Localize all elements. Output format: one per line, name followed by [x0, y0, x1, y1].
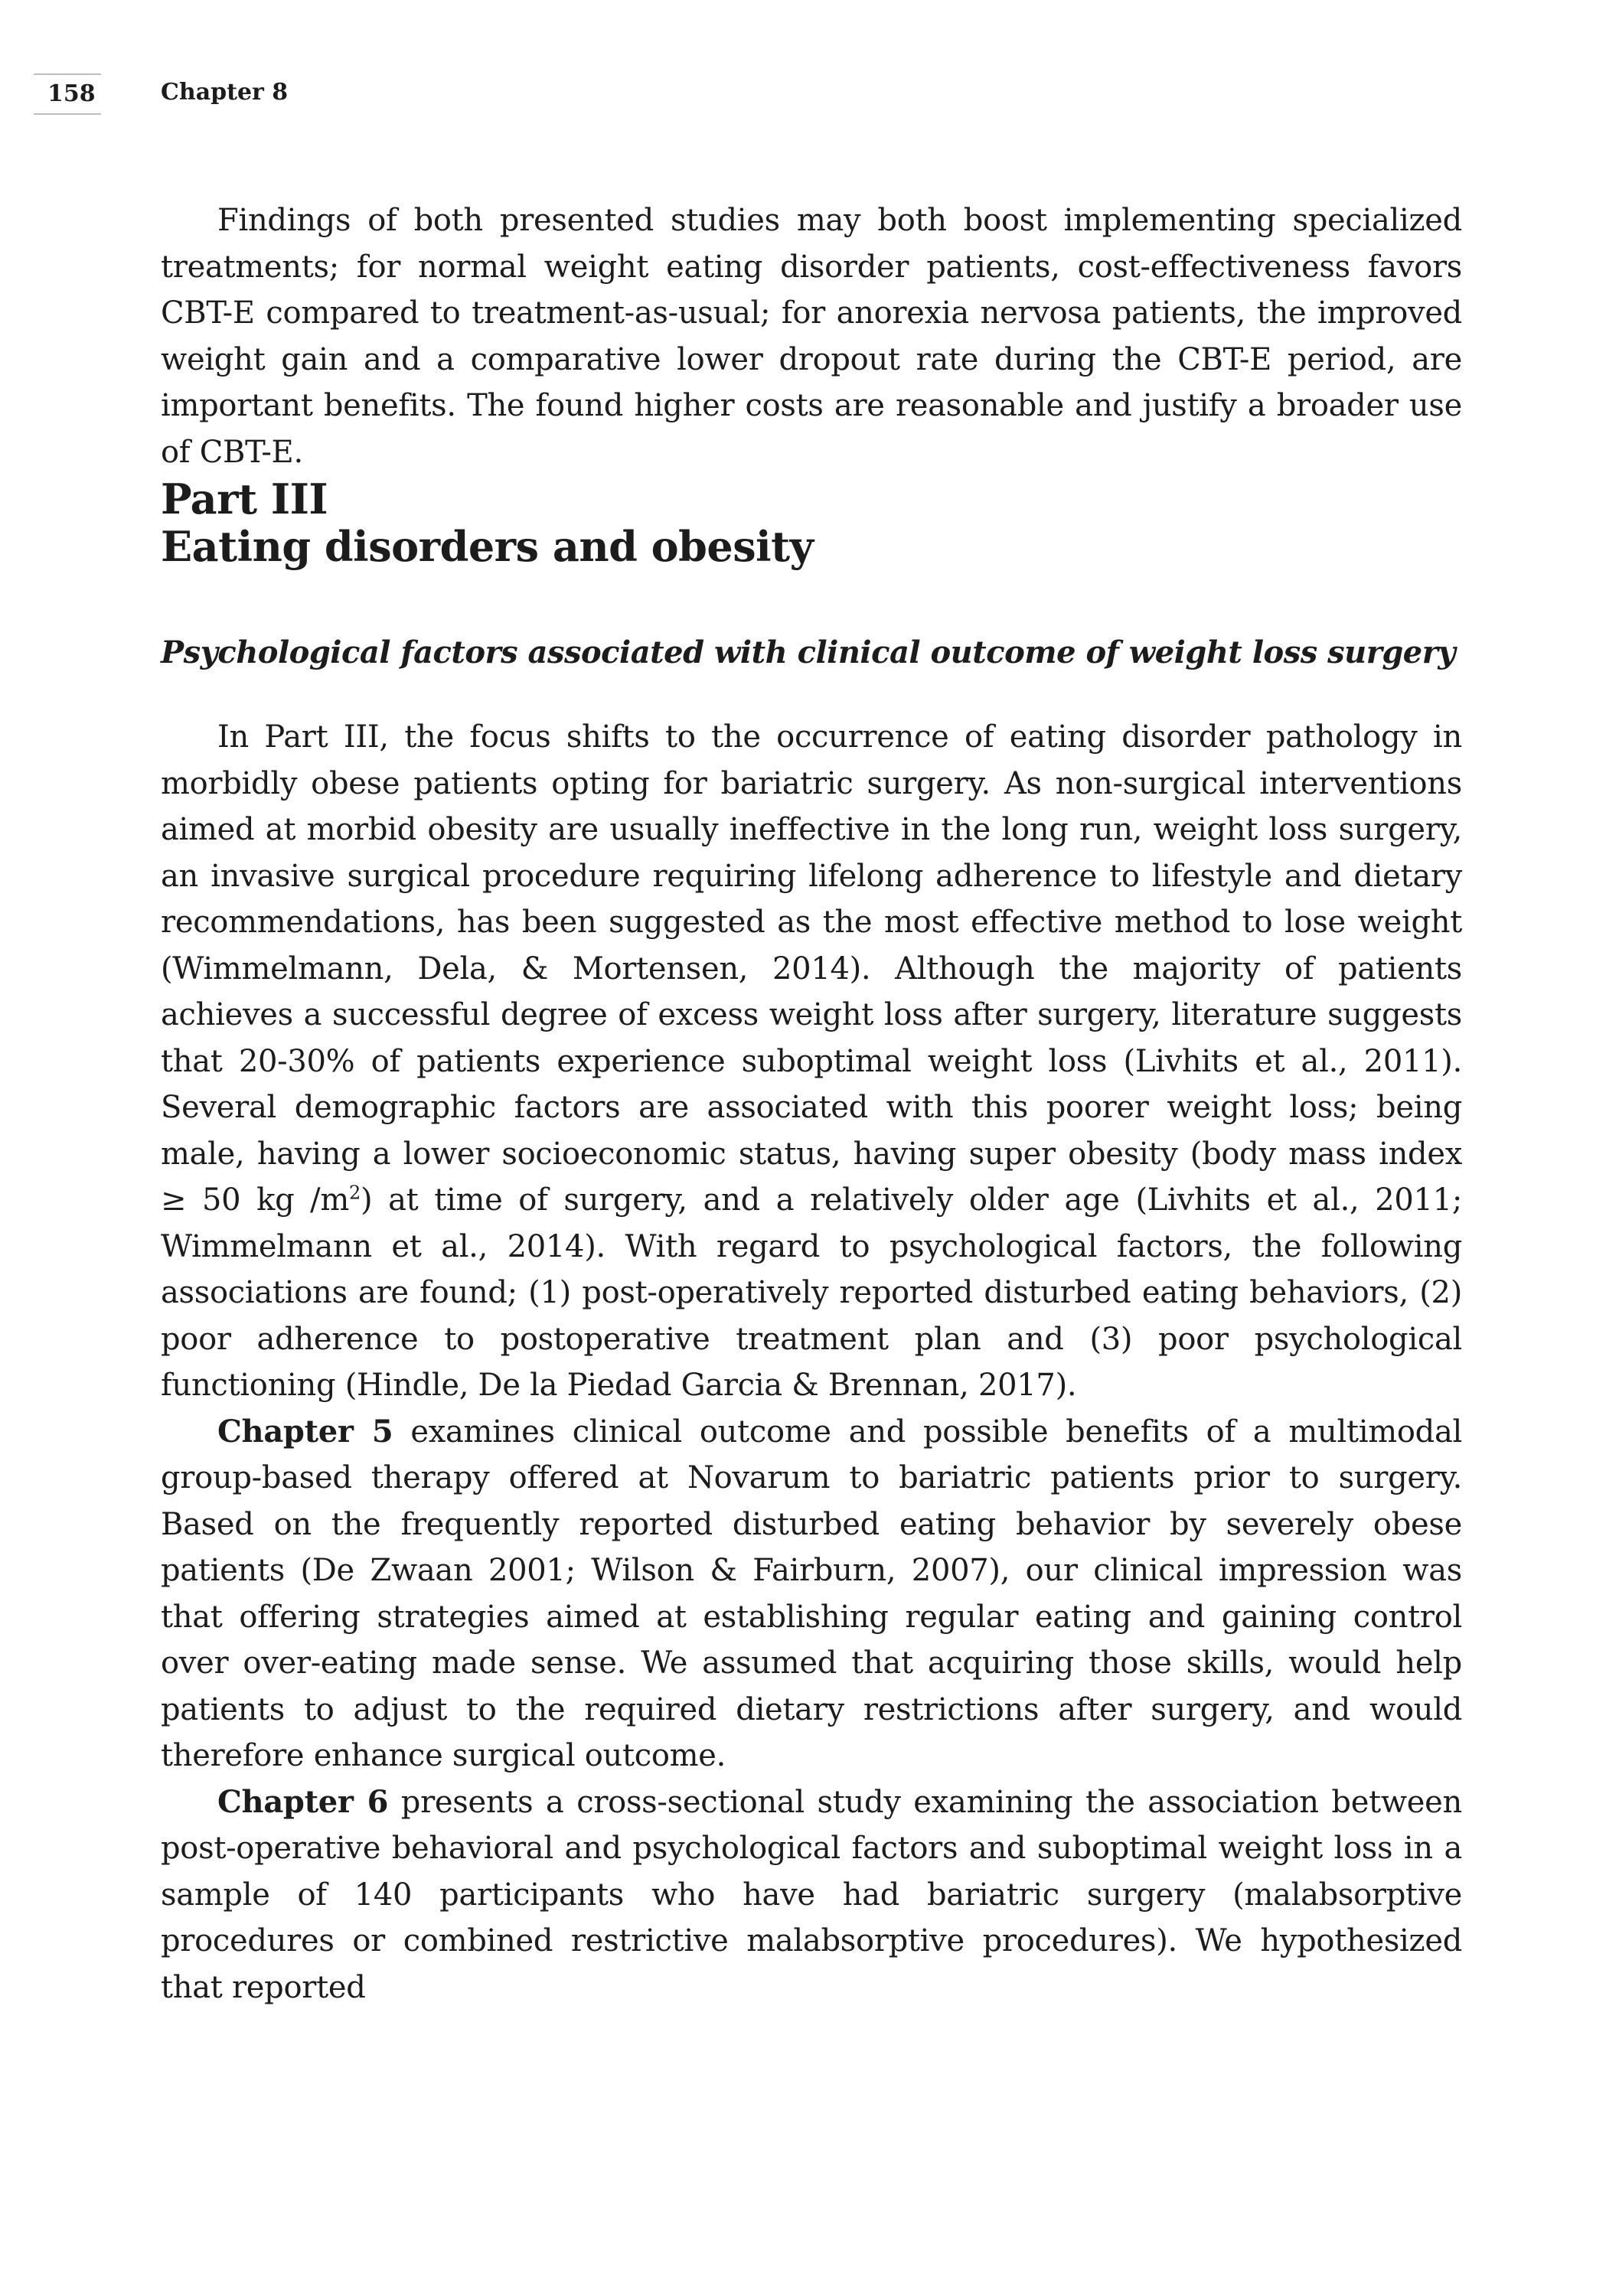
- paragraph-chapter-5: [161, 1409, 1462, 1779]
- paragraph-chapter-6-text: presents a cross-sectional study examining the association between post-operative behavioral and psychological factors and suboptimal weight loss in a sample of 140 participants who have had bariatric surgery (malabsorptive procedures or combined restrictive malabsorptive procedures). We hypothesized that reported: [161, 1784, 1462, 2005]
- paragraph-chapter-5-text: examines clinical outcome and possible benefits of a multimodal group-based therapy offered at Novarum to bariatric patients prior to surgery. Based on the frequently reported disturbed eating behavior by severely obese patients (De Zwaan 2001; Wilson & Fairburn, 2007), our clinical impression was that offering strategies aimed at establishing regular eating and gaining control over over-eating made sense. We assumed that acquiring those skills, would help patients to adjust to the required dietary restrictions after surgery, and would therefore enhance surgical outcome.: [161, 1414, 1462, 1773]
- part-heading: [161, 475, 1462, 570]
- section-subheading: Psychological factors associated with clinical outcome of weight loss surgery: [161, 634, 1456, 670]
- page-body: [161, 197, 1462, 2011]
- paragraph-part-three-text-b: ) at time of surgery, and a relatively older age (Livhits et al., 2011; Wimmelmann et al., 2014). With regard to psychological factors, the following associations are found; (1) post-operatively reported disturbed eating behaviors, (2) poor adherence to postoperative treatment plan and (3) poor psychological functioning (Hindle, De la Piedad Garcia & Brennan, 2017).: [161, 1182, 1462, 1403]
- page-number: 158: [34, 73, 101, 115]
- paragraph-part-three: [161, 714, 1462, 1409]
- paragraph-part-three-text-a: In Part III, the focus shifts to the occurrence of eating disorder pathology in morbidly obese patients opting for bariatric surgery. As non-surgical interventions aimed at morbid obesity are usually ineffective in the long run, weight loss surgery, an invasive surgical procedure requiring lifelong adherence to lifestyle and dietary recommendations, has been suggested as the most effective method to lose weight (Wimmelmann, Dela, & Mortensen, 2014). Although the majority of patients achieves a successful degree of excess weight loss after surgery, literature suggests that 20-30% of patients experience suboptimal weight loss (Livhits et al., 2011). Several demographic factors are associated with this poorer weight loss; being male, having a lower socioeconomic status, having super obesity (body mass index ≥ 50 kg /m: [161, 719, 1462, 1218]
- superscript-squared: 2: [349, 1182, 361, 1204]
- paragraph-chapter-6: [161, 1779, 1462, 2011]
- part-title: Eating disorders and obesity: [161, 522, 814, 571]
- intro-paragraph: Findings of both presented studies may both boost implementing specialized treatments; for normal weight eating disorder patients, cost-effectiveness favors CBT-E compared to treatment-as-usual; for anorexia nervosa patients, the improved weight gain and a comparative lower dropout rate during the CBT-E period, are important benefits. The found higher costs are reasonable and justify a broader use of CBT-E.: [161, 203, 1462, 470]
- part-number: Part III: [161, 475, 328, 523]
- chapter-6-label: Chapter 6: [217, 1783, 389, 1820]
- running-header-chapter: Chapter 8: [161, 79, 289, 106]
- chapter-5-label: Chapter 5: [217, 1413, 393, 1450]
